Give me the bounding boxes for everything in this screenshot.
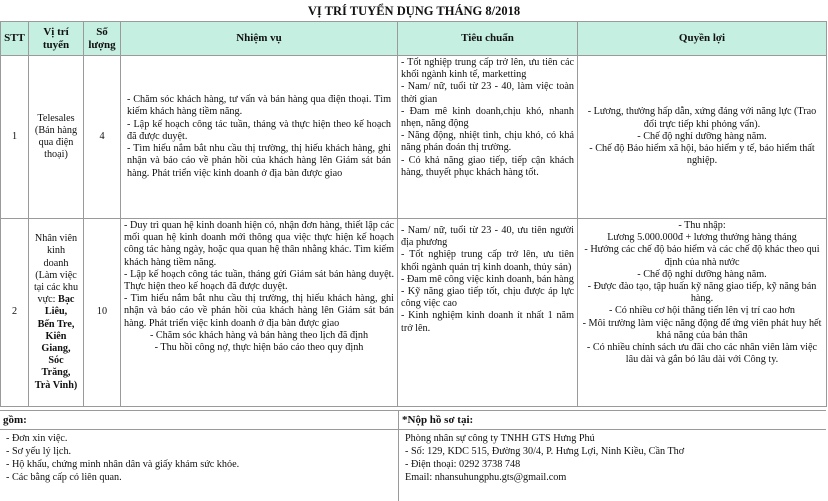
region-name: Sóc [48, 355, 64, 367]
application-info [0, 410, 826, 501]
document-item: - Các bằng cấp có liên quan. [6, 472, 122, 483]
table-row [1, 56, 827, 219]
position-line: tại các khu [33, 281, 79, 293]
row-duties [121, 219, 398, 407]
benefit-item: - Thu nhập: [678, 220, 726, 231]
company-phone: - Điện thoại: 0292 3738 748 [405, 459, 521, 470]
duty-item: - Duy trì quan hệ kinh doanh hiện có, nhận đơn hàng, thiết lập các mối quan hệ kinh doanh mới thông qua việc thực hiện kế hoạch công tác hàng ngày, hoặc qua quan hệ thân nhằng khác. Tìm kiếm khách hàng tiềm năng. [124, 220, 394, 268]
region-name: Bến Tre, [37, 318, 75, 330]
benefit-item: - Hưởng các chế độ bảo hiểm và các chế độ khác theo qui định của nhà nước [584, 244, 820, 268]
table-header-row [1, 22, 827, 56]
recruitment-table [0, 21, 827, 407]
requirement-item: - Có khả năng giao tiếp, tiếp cận khách hàng, thuyết phục khách hàng tốt. [401, 154, 574, 178]
documents-section [0, 411, 399, 501]
requirement-item: - Kỹ năng giao tiếp tốt, chịu được áp lực công việc cao [401, 286, 574, 310]
row-quantity: 10 [84, 219, 121, 407]
benefit-item: - Có nhiều chính sách ưu đãi cho các nhân viên làm việc lâu dài và gắn bó lâu dài với Công ty. [586, 342, 818, 366]
position-line: thoại) [44, 149, 68, 161]
row-requirements [398, 219, 578, 407]
position-line: doanh [43, 257, 69, 269]
row-stt: 2 [1, 219, 29, 407]
document-item: - Đơn xin việc. [6, 433, 68, 444]
company-name: Phòng nhân sự công ty TNHH GTS Hưng Phú [405, 433, 595, 444]
duty-item: - Thu hồi công nợ, thực hiện báo cáo theo quy định [154, 342, 364, 354]
position-line: qua điện [38, 137, 74, 148]
document-item: - Hộ khẩu, chứng minh nhân dân và giấy khám sức khỏe. [6, 459, 240, 470]
requirement-item: - Kinh nghiệm kinh doanh ít nhất 1 năm trở lên. [401, 310, 574, 334]
region-name: Trà Vinh) [34, 379, 78, 391]
header-quantity: Số lượng [84, 22, 121, 56]
row-benefits [578, 56, 827, 219]
region-name: Giang, [41, 343, 71, 354]
requirement-item: - Nam/ nữ, tuổi từ 23 - 40, ưu tiên người địa phương [401, 225, 574, 249]
position-line: (Làm việc [35, 269, 77, 281]
benefit-item: - Chế độ nghỉ dưỡng hàng năm. [637, 130, 767, 142]
submission-heading: *Nộp hồ sơ tại: [399, 411, 826, 430]
position-line: Nhân viên [34, 233, 78, 245]
header-duties: Nhiệm vụ [121, 22, 398, 56]
header-position: Vị trí tuyển [29, 22, 84, 56]
benefit-item: - Chế độ nghỉ dưỡng hàng năm. [637, 268, 767, 280]
documents-heading: gồm: [0, 411, 398, 430]
requirement-item: - Đam mê kinh doanh,chịu khó, nhanh nhẹn, năng động [401, 105, 574, 130]
duty-item: - Chăm sóc khách hàng, tư vấn và bán hàng qua điện thoại. Tìm kiếm khách hàng tiềm năng. [127, 94, 391, 118]
row-position [29, 56, 84, 219]
requirement-item: - Tốt nghiệp trung cấp trở lên, ưu tiên các khối ngành kinh tế, marketting [401, 57, 574, 81]
requirement-item: - Năng động, nhiệt tình, chịu khó, có khả năng phán đoán thị trường. [401, 130, 574, 154]
page-title: VỊ TRÍ TUYỂN DỤNG THÁNG 8/2018 [307, 4, 521, 18]
submission-section [399, 411, 826, 501]
duty-item: - Tìm hiểu nắm bắt nhu cầu thị trường, thị hiếu khách hàng, ghi nhận và báo cáo về phản hồi của khách hàng lên Giám sát bán hàng. Phát triển việc kinh doanh ở địa bàn được giao [124, 293, 394, 329]
row-duties [121, 56, 398, 219]
duty-item: - Lập kế hoạch công tác tuần, tháng và thực hiện theo kế hoạch đã được duyệt. [127, 118, 391, 142]
position-line: (Bán hàng [34, 124, 78, 136]
benefit-item: - Chế độ Bảo hiểm xã hội, bảo hiểm y tế, bảo hiểm thất nghiệp. [589, 143, 815, 167]
region-name: Trăng, [41, 367, 71, 379]
requirement-item: - Đam mê công việc kinh doanh, bán hàng [401, 273, 574, 285]
row-quantity: 4 [84, 56, 121, 219]
row-position [29, 219, 84, 407]
requirement-item: - Tốt nghiệp trung cấp trở lên, ưu tiên khối ngành quản trị kinh doanh, thủy sản) [401, 249, 574, 273]
header-benefits: Quyền lợi [578, 22, 827, 56]
row-stt: 1 [1, 56, 29, 219]
benefit-item: - Môi trường làm việc năng động để ứng viên phát huy hết khả năng của bản thân [582, 317, 822, 341]
duty-item: - Lập kế hoạch công tác tuần, tháng gửi Giám sát bán hàng duyệt. Thực hiện theo kế hoạch đã được duyệt. [124, 268, 394, 293]
region-name: Bạc [58, 294, 75, 306]
document-item: - Sơ yếu lý lịch. [6, 446, 72, 457]
position-line: kinh [46, 245, 66, 257]
benefit-item: Lương 5.000.000đ + lương thưởng hàng tháng [607, 232, 797, 244]
row-requirements [398, 56, 578, 219]
row-benefits [578, 219, 827, 407]
company-email[interactable]: Email: nhansuhungphu.gts@gmail.com [405, 472, 567, 483]
position-line: Telesales [37, 112, 75, 124]
benefit-item: - Có nhiều cơ hội thăng tiến lên vị trí cao hơn [609, 305, 795, 317]
header-stt: STT [1, 22, 29, 56]
benefit-item: - Được đào tạo, tập huấn kỹ năng giao tiếp, kỹ năng bán hàng. [587, 281, 817, 305]
company-address: - Số: 129, KDC 515, Đường 30/4, P. Hưng Lợi, Ninh Kiều, Cần Thơ [405, 446, 685, 457]
region-name: Liêu, [44, 306, 68, 318]
position-line: vực: [37, 294, 56, 306]
benefit-item: - Lương, thưởng hấp dẫn, xứng đáng với năng lực (Trao đổi trực tiếp khi phỏng vấn). [587, 106, 817, 130]
table-row [1, 219, 827, 407]
region-name: Kiên [45, 330, 67, 342]
duty-item: - Tìm hiểu nắm bắt nhu cầu thị trường, thị hiếu khách hàng, ghi nhận và báo cáo về phản hồi của khách hàng lên Giám sát bán hàng. Phát triển việc kinh doanh ở địa bàn được giao [127, 143, 391, 179]
header-requirements: Tiêu chuẩn [398, 22, 578, 56]
duty-item: - Chăm sóc khách hàng và bán hàng theo lịch đã định [149, 329, 369, 341]
requirement-item: - Nam/ nữ, tuổi từ 23 - 40, làm việc toàn thời gian [401, 81, 574, 105]
